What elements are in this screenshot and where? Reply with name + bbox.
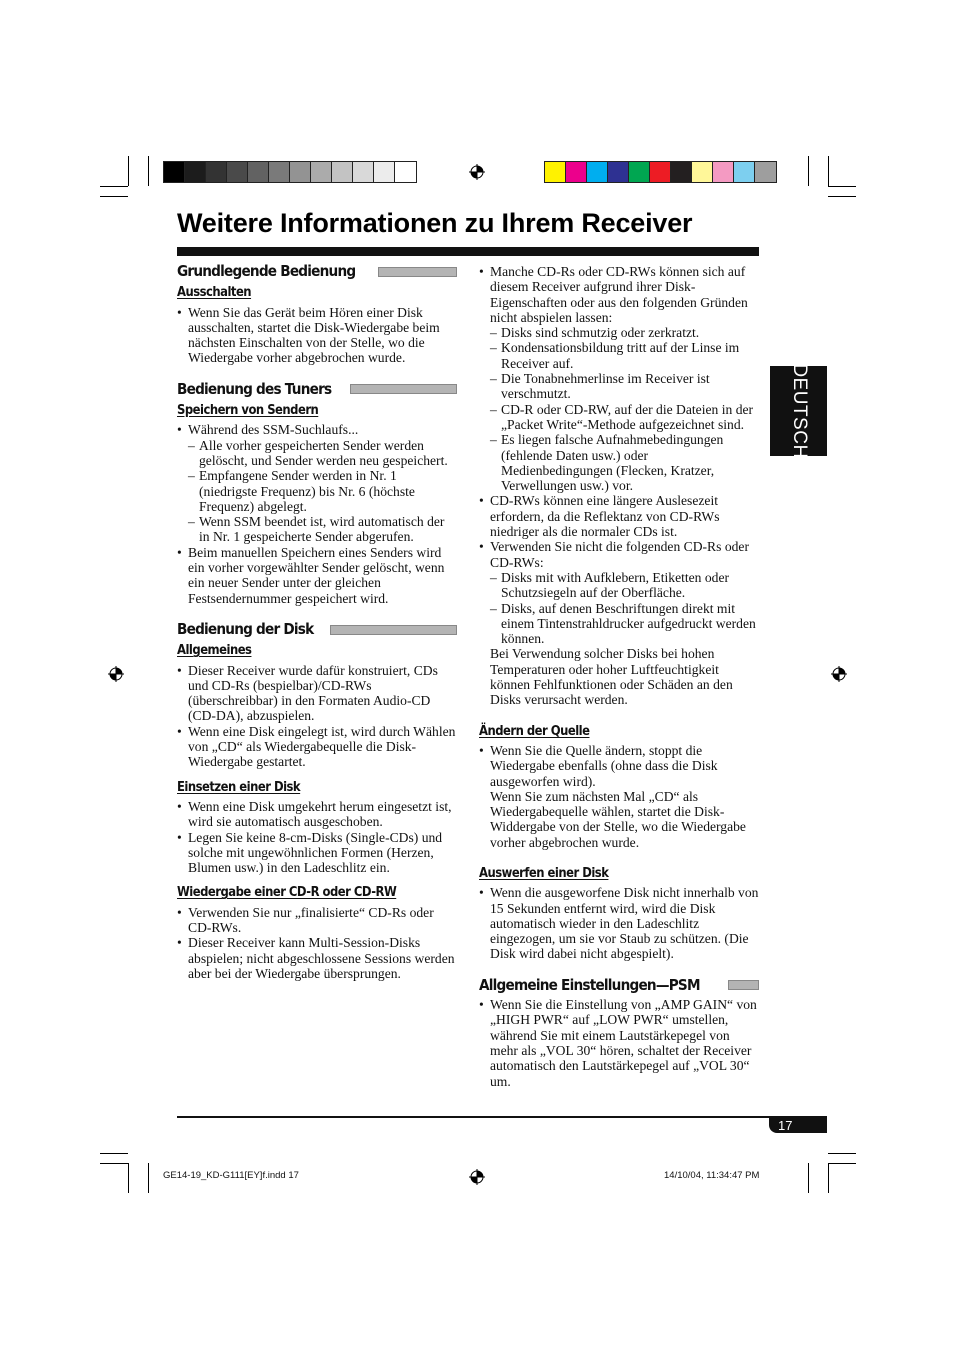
color-swatch	[692, 162, 713, 182]
list-item: • Wenn die ausgeworfene Disk nicht innerhalb von 15 Sekunden entfernt wird, wird die Disk automatisch wieder in den Ladeschlitz eingezogen, um sie vor Staub zu schützen. (Die Disk wird dabei nicht abgespielt).	[479, 885, 759, 961]
bullet-list	[177, 799, 457, 875]
color-swatch	[311, 162, 332, 182]
section-title: Allgemeine Einstellungen—PSM	[479, 975, 700, 994]
list-item: – CD-R oder CD-RW, auf der die Dateien in der „Packet Write“-Methode aufgezeichnet sind.	[479, 402, 759, 433]
crop-mark	[100, 196, 128, 197]
language-tab-label: DEUTSCH	[788, 363, 810, 459]
crop-mark	[148, 156, 149, 186]
list-item: • Während des SSM-Suchlaufs...	[177, 422, 457, 437]
crop-mark	[128, 156, 129, 186]
list-paragraph: Wenn Sie zum nächsten Mal „CD“ als Wiedergabequelle wählen, startet die Disk-Widdergabe von der Stelle, wo die Wiedergabe vorher abgebrochen wurde.	[490, 788, 746, 850]
list-item: • Legen Sie keine 8-cm-Disks (Single-CDs) und solche mit ungewöhnlichen Formen (Herzen, Blumen usw.) in den Ladeschlitz ein.	[177, 830, 457, 876]
bullet-list	[479, 997, 759, 1089]
registration-mark-icon	[469, 164, 485, 180]
list-item: • Manche CD-Rs oder CD-RWs können sich auf diesem Receiver aufgrund ihrer Disk-Eigenschaften oder aus den folgenden Gründen nicht abspielen lassen:	[479, 264, 759, 325]
list-item: • Wenn Sie das Gerät beim Hören einer Disk ausschalten, startet die Disk-Wiedergabe beim nächsten Einschalten von der Stelle, wo die Wiedergabe vorher abgebrochen wurde.	[177, 305, 457, 366]
section-header	[177, 379, 457, 398]
footer-timestamp: 14/10/04, 11:34:47 PM	[664, 1170, 760, 1181]
crop-mark	[828, 1163, 856, 1164]
footer-file-info: GE14-19_KD-G111[EY]f.indd 17	[163, 1170, 299, 1181]
section-bar	[350, 384, 457, 394]
color-swatch	[671, 162, 692, 182]
section-bar	[378, 267, 457, 277]
crop-mark	[828, 186, 856, 187]
subsection-title: Speichern von Sendern	[177, 402, 319, 419]
section-title: Grundlegende Bedienung	[177, 262, 356, 280]
subsection-title: Wiedergabe einer CD-R oder CD-RW	[177, 884, 397, 901]
list-item: – Die Tonabnehmerlinse im Receiver ist verschmutzt.	[479, 371, 759, 402]
section-bar	[330, 625, 457, 635]
list-item: • Dieser Receiver wurde dafür konstruiert, CDs und CD-Rs (bespielbar)/CD-RWs (überschreibbar) in den Formaten Audio-CD (CD-DA), abzuspielen.	[177, 663, 457, 724]
crop-mark	[808, 1163, 809, 1193]
list-item: • Wenn eine Disk umgekehrt herum eingesetzt ist, wird sie automatisch ausgeschoben.	[177, 799, 457, 830]
list-item: – Wenn SSM beendet ist, wird automatisch der in Nr. 1 gespeicherte Sender abgerufen.	[177, 514, 457, 545]
color-swatch	[545, 162, 566, 182]
color-swatch	[332, 162, 353, 182]
color-swatch	[395, 162, 416, 182]
registration-mark-icon	[469, 1169, 485, 1185]
list-item: • Wenn Sie die Quelle ändern, stoppt die Wiedergabe ebenfalls (ohne dass die Disk ausgeworfen wird).	[479, 743, 759, 789]
list-item: • Wenn Sie die Einstellung von „AMP GAIN“ von „HIGH PWR“ auf „LOW PWR“ umstellen, während Sie mit einem Lautstärkepegel von mehr als „VOL 30“ hören, schaltet der Receiver automatisch den Lautstärkepegel auf „VOL 30“ um.	[479, 997, 759, 1089]
bullet-list	[479, 885, 759, 961]
crop-mark	[808, 156, 809, 186]
color-swatch	[587, 162, 608, 182]
crop-mark	[128, 1163, 129, 1193]
section-header	[177, 619, 457, 638]
color-swatch	[374, 162, 395, 182]
list-paragraph: Bei Verwendung solcher Disks bei hohen Temperaturen oder hoher Luftfeuchtigkeit können Fehlfunktionen oder Schäden an den Disks verursacht werden.	[490, 646, 733, 708]
color-swatch	[353, 162, 374, 182]
left-column	[177, 262, 457, 981]
section-bar	[728, 980, 759, 990]
list-item: – Es liegen falsche Aufnahmebedingungen (fehlende Daten usw.) oder Medienbedingungen (Flecken, Kratzer, Verwellungen usw.) vor.	[479, 432, 759, 493]
bullet-list	[177, 663, 457, 770]
bullet-list	[177, 422, 457, 606]
title-rule	[177, 247, 759, 256]
crop-mark	[100, 1163, 128, 1164]
bullet-list	[177, 305, 457, 366]
page-number: 17	[769, 1118, 827, 1133]
subsection-title: Ausschalten	[177, 284, 252, 301]
color-swatch	[164, 162, 185, 182]
list-item: • Verwenden Sie nur „finalisierte“ CD-Rs oder CD-RWs.	[177, 905, 457, 936]
grayscale-color-bar	[163, 161, 417, 183]
right-column	[479, 264, 759, 1089]
bullet-list	[479, 264, 759, 708]
color-swatch	[206, 162, 227, 182]
color-swatch	[227, 162, 248, 182]
color-swatch	[629, 162, 650, 182]
subsection-title: Auswerfen einer Disk	[479, 864, 609, 881]
language-tab	[770, 363, 827, 459]
registration-mark-icon	[108, 666, 124, 682]
subsection-title: Einsetzen einer Disk	[177, 778, 301, 795]
color-swatch	[566, 162, 587, 182]
bottom-rule	[177, 1116, 827, 1118]
crop-mark	[828, 1153, 856, 1154]
subsection-title: Allgemeines	[177, 642, 252, 659]
color-swatch	[269, 162, 290, 182]
list-item: – Kondensationsbildung tritt auf der Linse im Receiver auf.	[479, 340, 759, 371]
process-color-bar	[544, 161, 777, 183]
list-item: – Disks, auf denen Beschriftungen direkt mit einem Tintenstrahldrucker aufgedruckt werden können.	[479, 601, 759, 647]
crop-mark	[828, 156, 829, 186]
page-title: Weitere Informationen zu Ihrem Receiver	[177, 208, 693, 238]
crop-mark	[100, 186, 128, 187]
crop-mark	[828, 1163, 829, 1193]
crop-mark	[100, 1153, 128, 1154]
crop-mark	[828, 196, 856, 197]
section-title: Bedienung der Disk	[177, 619, 314, 638]
crop-mark	[148, 1163, 149, 1193]
subsection-title: Ändern der Quelle	[479, 722, 590, 739]
list-item: • Wenn eine Disk eingelegt ist, wird durch Wählen von „CD“ als Wiedergabequelle die Disk-Wiedergabe gestartet.	[177, 724, 457, 770]
bullet-list	[479, 743, 759, 850]
section-header	[177, 264, 457, 279]
color-swatch	[608, 162, 629, 182]
bullet-list	[177, 905, 457, 981]
color-swatch	[734, 162, 755, 182]
color-swatch	[650, 162, 671, 182]
color-swatch	[248, 162, 269, 182]
list-item: • Verwenden Sie nicht die folgenden CD-Rs oder CD-RWs:	[479, 539, 759, 570]
color-swatch	[185, 162, 206, 182]
color-swatch	[713, 162, 734, 182]
color-swatch	[755, 162, 776, 182]
color-swatch	[290, 162, 311, 182]
list-item: – Disks mit with Aufklebern, Etiketten oder Schutzsiegeln auf der Oberfläche.	[479, 570, 759, 601]
list-item: – Alle vorher gespeicherten Sender werden gelöscht, und Sender werden neu gespeichert.	[177, 438, 457, 469]
list-item: – Disks sind schmutzig oder zerkratzt.	[479, 325, 759, 340]
section-header	[479, 975, 759, 994]
list-item: – Empfangene Sender werden in Nr. 1 (niedrigste Frequenz) bis Nr. 6 (höchste Frequenz) abgelegt.	[177, 468, 457, 514]
list-item: • Beim manuellen Speichern eines Senders wird ein vorher vorgewählter Sender gelöscht, wenn ein neuer Sender unter der gleichen Festsendernummer gespeichert wird.	[177, 545, 457, 606]
registration-mark-icon	[831, 666, 847, 682]
list-item: • Dieser Receiver kann Multi-Session-Disks abspielen; nicht abgeschlossene Sessions werden aber bei der Wiedergabe übersprungen.	[177, 935, 457, 981]
list-item: • CD-RWs können eine längere Auslesezeit erfordern, da die Reflektanz von CD-RWs niedriger als die normaler CDs ist.	[479, 493, 759, 539]
section-title: Bedienung des Tuners	[177, 379, 332, 398]
